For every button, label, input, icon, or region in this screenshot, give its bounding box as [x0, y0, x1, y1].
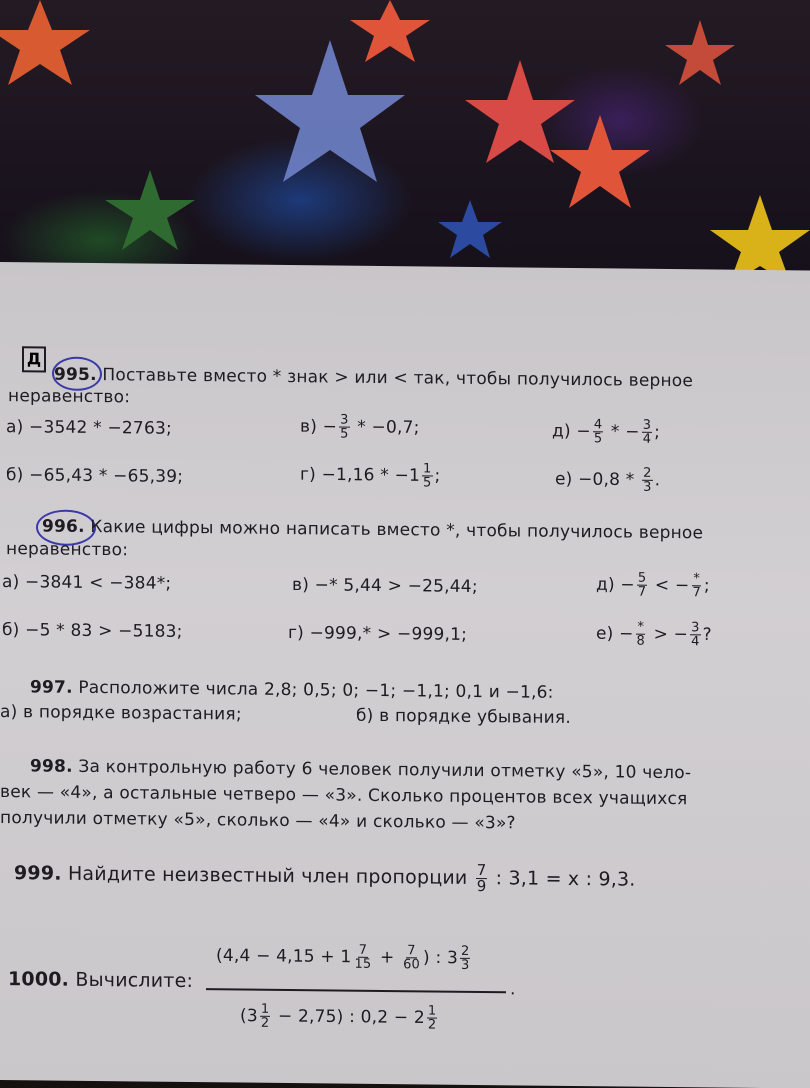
problem-996-item-b: б) −5 * 83 > −5183; [2, 620, 183, 642]
numerator: * [637, 619, 645, 635]
fraction [636, 621, 646, 648]
problem-999-number: 999. [14, 862, 62, 885]
denominator: 2 [260, 1015, 270, 1031]
problem-998-statement [30, 756, 691, 783]
fraction [460, 945, 470, 972]
problem-1000-number: 1000. [8, 968, 70, 991]
main-fraction-bar [206, 988, 506, 993]
problem-998-number: 998. [30, 756, 73, 777]
denominator: 3 [461, 957, 470, 973]
star-shape [665, 20, 735, 85]
numerator: * [693, 571, 701, 587]
item-d-prefix: д) − [552, 421, 591, 442]
textbook-page [0, 262, 810, 1088]
problem-1000-denominator [240, 1003, 439, 1032]
problem-1000-numerator [216, 942, 472, 972]
fraction [260, 1003, 270, 1030]
star-shape [105, 170, 195, 250]
problem-997-item-a: а) в порядке возрастания; [0, 702, 242, 725]
star-shape [550, 115, 650, 208]
problem-995-item-v [300, 413, 420, 441]
expr-part: ) : 3 [423, 947, 458, 969]
numerator: 2 [643, 465, 652, 481]
fraction [476, 860, 488, 896]
item-d-suffix: ; [654, 422, 661, 443]
fraction [402, 944, 421, 971]
denominator: 60 [403, 957, 421, 973]
item-e-prefix: е) − [596, 623, 634, 645]
problem-1000-label [8, 968, 193, 992]
item-e-middle: > − [648, 624, 689, 645]
fraction [642, 419, 652, 446]
fraction [422, 462, 432, 489]
denominator: 2 [427, 1017, 437, 1033]
numerator: 2 [461, 943, 470, 959]
fraction [427, 1004, 437, 1031]
numerator: 7 [407, 943, 416, 959]
item-g-prefix: г) −1,16 * −1 [300, 464, 421, 486]
problem-995-item-g [300, 461, 440, 489]
fraction [339, 414, 349, 441]
numerator: 7 [476, 860, 487, 880]
numerator: 4 [593, 417, 603, 433]
expr-part: (3 [240, 1006, 258, 1027]
numerator: 3 [642, 417, 652, 433]
problem-996-item-v: в) −* 5,44 > −25,44; [292, 575, 478, 598]
denominator: 9 [476, 876, 487, 896]
item-d-prefix: д) − [596, 574, 635, 596]
problem-996-statement [42, 516, 703, 543]
item-e-suffix: . [654, 470, 661, 491]
problem-996-item-a: а) −3841 < −384*; [2, 572, 172, 594]
problem-995-number: 995. [54, 364, 97, 386]
problem-996-item-e [596, 620, 712, 648]
numerator: 5 [637, 570, 647, 586]
numerator: 1 [260, 1001, 270, 1017]
denominator: 5 [340, 426, 349, 442]
denominator: 4 [691, 634, 700, 650]
problem-997-number: 997. [30, 677, 73, 698]
problem-995-item-b: б) −65,43 * −65,39; [6, 465, 184, 487]
denominator: 8 [636, 633, 646, 649]
problem-996-item-g: г) −999,* > −999,1; [288, 623, 468, 645]
problem-1000-end: . [510, 979, 516, 1000]
problem-997-text: Расположите числа 2,8; 0,5; 0; −1; −1,1; 0,1 и −1,6: [78, 677, 554, 703]
expr-part: − 2,75) : 0,2 − 2 [272, 1006, 425, 1028]
problem-999-text: Найдите неизвестный член пропорции [67, 862, 474, 889]
problem-995-item-a: а) −3542 * −2763; [6, 417, 172, 439]
star-shape [0, 0, 90, 85]
item-v-prefix: в) − [300, 416, 338, 438]
homework-marker-box: Д [22, 346, 46, 372]
problem-998-line1: За контрольную работу 6 человек получили отметку «5», 10 чело- [78, 756, 692, 784]
numerator: 7 [358, 942, 368, 958]
star-shape [465, 60, 575, 163]
numerator: 1 [427, 1003, 437, 1019]
problem-997-item-b: б) в порядке убывания. [356, 705, 571, 728]
item-e-suffix: ? [702, 624, 712, 645]
item-g-suffix: ; [434, 466, 441, 487]
item-e-prefix: е) −0,8 * [555, 469, 641, 491]
problem-996-text-cont: неравенство: [6, 539, 129, 561]
problem-995-text-cont: неравенство: [8, 386, 131, 408]
fraction [690, 621, 700, 648]
fraction [637, 572, 647, 599]
problem-998-line2: век — «4», а остальные четверо — «3». Сколько процентов всех учащихся [0, 782, 688, 810]
fraction [593, 418, 603, 445]
expr-part: + [374, 947, 401, 968]
fabric-background [0, 0, 810, 285]
denominator: 7 [637, 584, 647, 600]
denominator: 5 [593, 431, 603, 447]
problem-996-text: Какие цифры можно написать вместо *, чтобы получилось верное [90, 516, 704, 544]
problem-996-number: 996. [42, 516, 85, 537]
problem-999-suffix: : 3,1 = x : 9,3. [489, 867, 636, 891]
problem-999-statement [14, 858, 636, 896]
problem-996-item-d [596, 571, 710, 599]
numerator: 3 [340, 412, 349, 428]
star-shape [255, 40, 405, 182]
item-d-middle: < − [649, 575, 690, 596]
problem-995-statement [54, 365, 693, 392]
problem-997-statement [30, 677, 554, 702]
problem-995-item-d [552, 418, 660, 446]
problem-998-line3: получили отметку «5», сколько — «4» и сколько — «3»? [0, 808, 516, 834]
denominator: 4 [642, 431, 652, 447]
fraction [691, 572, 701, 599]
fraction [642, 467, 652, 494]
denominator: 15 [354, 956, 372, 972]
star-shape [350, 0, 430, 62]
star-pattern [0, 0, 810, 285]
denominator: 7 [692, 585, 701, 601]
star-shape [438, 200, 502, 258]
fraction [353, 944, 372, 971]
numerator: 1 [423, 461, 432, 477]
item-d-middle: * − [605, 421, 640, 443]
item-v-suffix: * −0,7; [351, 417, 420, 438]
item-d-suffix: ; [703, 575, 710, 596]
numerator: 3 [691, 620, 700, 636]
denominator: 5 [423, 475, 432, 491]
problem-995-item-e [555, 466, 660, 494]
problem-1000-word: Вычислите: [75, 968, 194, 993]
denominator: 3 [643, 479, 652, 495]
expr-part: (4,4 − 4,15 + 1 [216, 945, 352, 968]
problem-995-text: Поставьте вместо * знак > или < так, чтобы получилось верное [102, 365, 694, 392]
